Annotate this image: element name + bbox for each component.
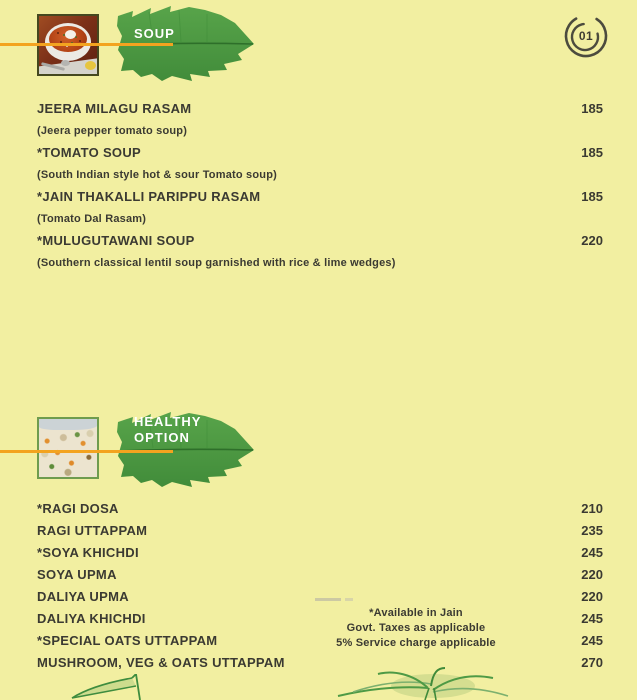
item-name: DALIYA KHICHDI: [37, 611, 146, 626]
section-header-soup: [0, 2, 280, 94]
menu-item: [37, 523, 603, 539]
footnote-line: 5% Service charge applicable: [336, 637, 496, 649]
menu-item-row: [37, 233, 603, 249]
menu-item-row: [37, 655, 603, 671]
item-price: 245: [581, 611, 603, 626]
tax-footnote: [318, 606, 514, 651]
page-number-badge: [561, 11, 611, 61]
upma-bowl-photo: [37, 417, 99, 479]
faint-sketch-dash: [315, 598, 341, 601]
faint-sketch-dash: [345, 598, 353, 601]
item-price: 220: [581, 567, 603, 582]
footnote-line: *Available in Jain: [369, 607, 463, 619]
section-title-healthy-option: HEALTHY OPTION: [134, 414, 202, 445]
menu-item: [37, 501, 603, 517]
item-price: 235: [581, 523, 603, 538]
menu-item: [37, 545, 603, 561]
item-name: *RAGI DOSA: [37, 501, 119, 516]
section-title-soup: SOUP: [134, 26, 175, 41]
item-name: JEERA MILAGU RASAM: [37, 101, 192, 116]
item-name: *SOYA KHICHDI: [37, 545, 139, 560]
item-name: DALIYA UPMA: [37, 589, 129, 604]
item-price: 220: [581, 589, 603, 604]
menu-item-row: [37, 189, 603, 205]
item-price: 245: [581, 633, 603, 648]
menu-item-row: [37, 145, 603, 161]
item-name: *JAIN THAKALLI PARIPPU RASAM: [37, 189, 261, 204]
menu-item-row: [37, 545, 603, 561]
menu-item-row: [37, 101, 603, 117]
item-name: *MULUGUTAWANI SOUP: [37, 233, 195, 248]
menu-item: [37, 101, 603, 138]
item-name: SOYA UPMA: [37, 567, 117, 582]
item-name: RAGI UTTAPPAM: [37, 523, 148, 538]
item-description: (Southern classical lentil soup garnished with rice & lime wedges): [37, 257, 396, 269]
item-price: 185: [581, 145, 603, 160]
lemon-wedge: [85, 61, 96, 70]
item-price: 210: [581, 501, 603, 516]
item-price: 270: [581, 655, 603, 670]
menu-item-row: [37, 501, 603, 517]
cream-dollop: [65, 30, 76, 39]
menu-item: [37, 233, 603, 270]
item-price: 185: [581, 189, 603, 204]
soup-item-list: [37, 101, 603, 277]
accent-line: [0, 450, 173, 453]
accent-line: [0, 43, 173, 46]
item-description: (Tomato Dal Rasam): [37, 213, 147, 225]
menu-item-row: [37, 567, 603, 583]
spoon-head: [61, 60, 70, 66]
banana-leaf-banner-icon: [115, 2, 255, 90]
item-description: (South Indian style hot & sour Tomato soup): [37, 169, 277, 181]
menu-item: [37, 655, 603, 671]
item-price: 245: [581, 545, 603, 560]
item-description: (Jeera pepper tomato soup): [37, 125, 188, 137]
photo-background: [39, 419, 97, 430]
item-name: MUSHROOM, VEG & OATS UTTAPPAM: [37, 655, 285, 670]
menu-item-row: [37, 589, 603, 605]
menu-item: [37, 567, 603, 583]
menu-item: [37, 189, 603, 226]
item-name: *TOMATO SOUP: [37, 145, 142, 160]
section-header-healthy-option: [0, 405, 280, 497]
menu-item: [37, 145, 603, 182]
menu-item-row: [37, 523, 603, 539]
palm-frond-sketch-icon: [333, 666, 518, 700]
item-price: 220: [581, 233, 603, 248]
page-number: 01: [578, 29, 594, 43]
menu-item: [37, 589, 603, 605]
leaf-sketch-icon: [70, 674, 152, 700]
footnote-line: Govt. Taxes as applicable: [346, 622, 486, 634]
item-price: 185: [581, 101, 603, 116]
item-name: *SPECIAL OATS UTTAPPAM: [37, 633, 218, 648]
